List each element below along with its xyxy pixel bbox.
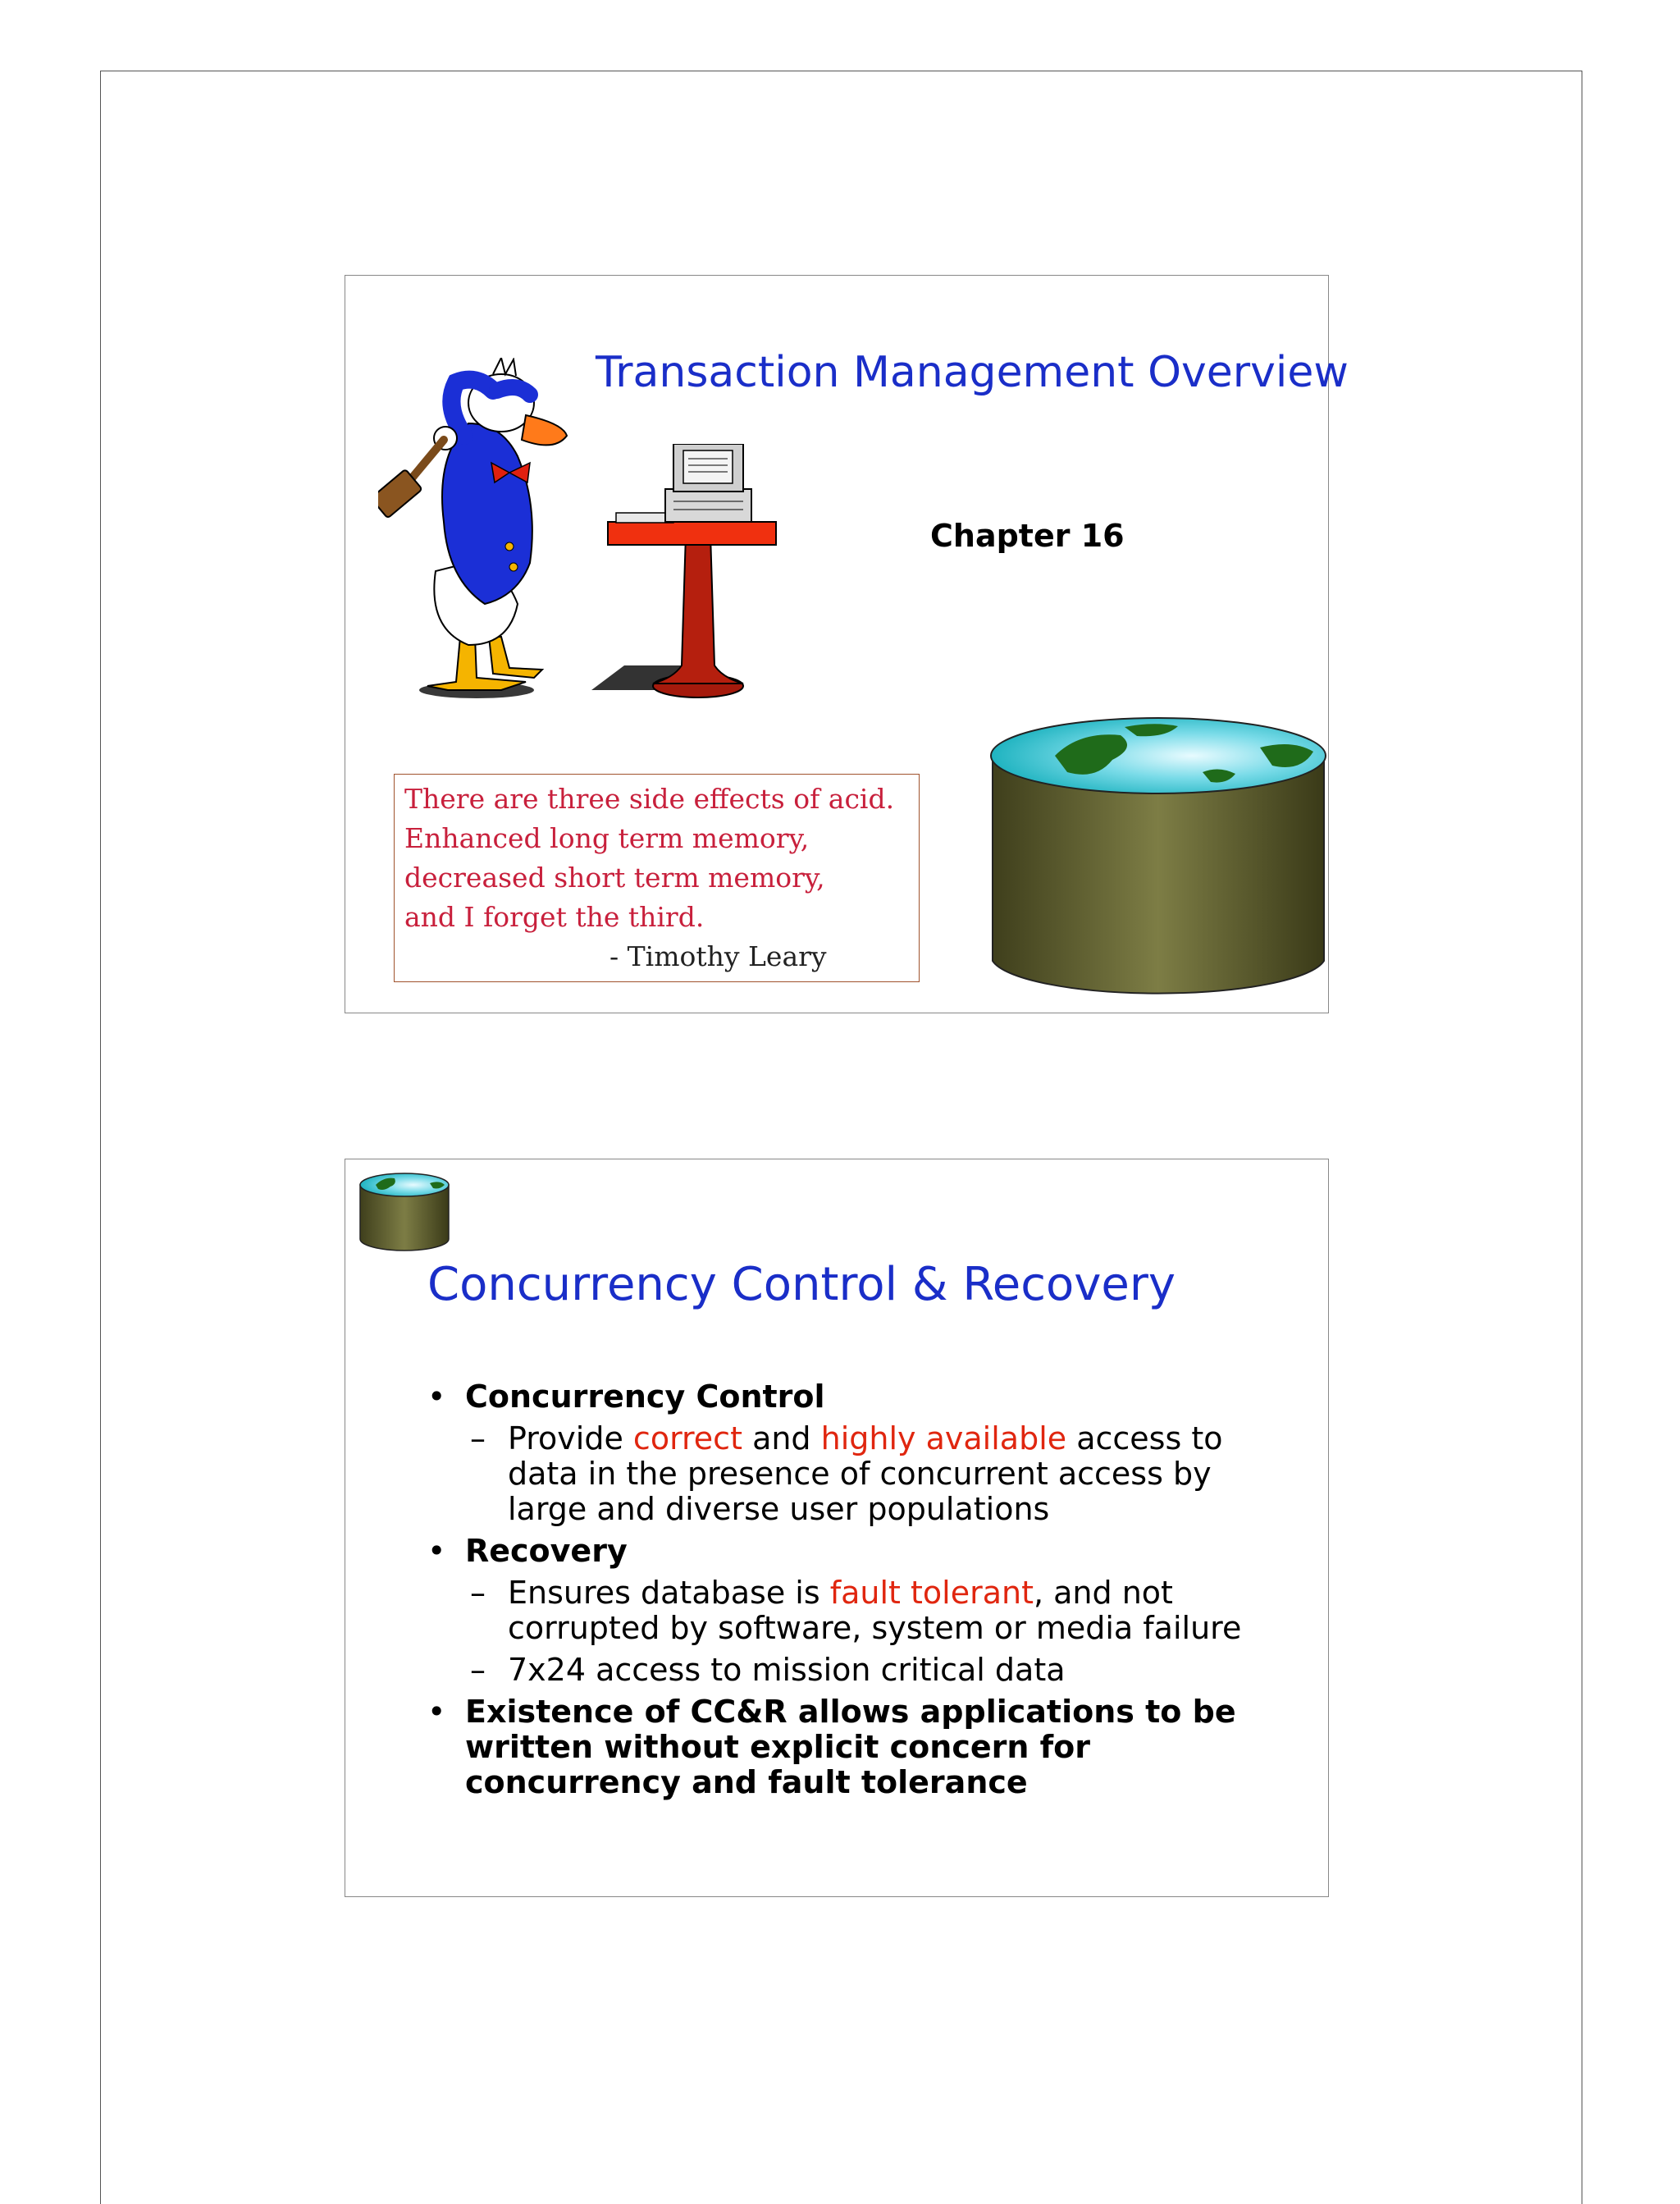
bullet-existence-ccr: • Existence of CC&R allows applications to be written without explicit concern for concurrency and fault tolerance — [427, 1694, 1297, 1800]
quote-line: Enhanced long term memory, — [404, 822, 810, 854]
dash: – — [470, 1420, 486, 1456]
quote-line: decreased short term memory, — [404, 862, 825, 894]
sub-bullet-7x24 — [427, 1653, 1297, 1688]
quote-line: There are three side effects of acid. — [404, 783, 895, 815]
sub-bullet-provide-access — [427, 1421, 1297, 1527]
dash: – — [470, 1575, 486, 1611]
chapter-label: Chapter 16 — [930, 518, 1125, 554]
bullet-concurrency-control: • Concurrency Control — [427, 1379, 1297, 1415]
quote-author: - Timothy Leary — [609, 940, 827, 972]
slide-transaction-overview — [345, 275, 1349, 1013]
sub-bullet-fault-tolerant — [427, 1575, 1297, 1646]
text: Ensures database is — [508, 1575, 830, 1611]
duck-hammer-illustration — [378, 358, 624, 702]
text: 7x24 access to mission critical data — [508, 1652, 1066, 1688]
dash: – — [470, 1652, 486, 1688]
slide-concurrency-recovery — [345, 1159, 1329, 1897]
highlight-highly-available: highly available — [820, 1420, 1067, 1456]
bullet-list — [427, 1373, 1297, 1800]
slide1-title: Transaction Management Overview — [596, 348, 1349, 397]
text: and — [742, 1420, 821, 1456]
text: access to data in the presence of concurrent access by large and diverse user populations — [508, 1420, 1223, 1527]
quote-line: and I forget the third. — [404, 901, 705, 933]
quote-box — [394, 774, 920, 982]
highlight-fault-tolerant: fault tolerant — [829, 1575, 1034, 1611]
text: Provide — [508, 1420, 633, 1456]
database-globe-icon — [989, 715, 1327, 1002]
computer-table-illustration — [591, 444, 805, 706]
highlight-correct: correct — [632, 1420, 742, 1456]
slide2-title: Concurrency Control & Recovery — [427, 1258, 1176, 1311]
text: , and not corrupted by software, system or media failure — [508, 1575, 1242, 1646]
database-globe-icon-small — [358, 1172, 452, 1254]
bullet-recovery: • Recovery — [427, 1534, 1297, 1569]
